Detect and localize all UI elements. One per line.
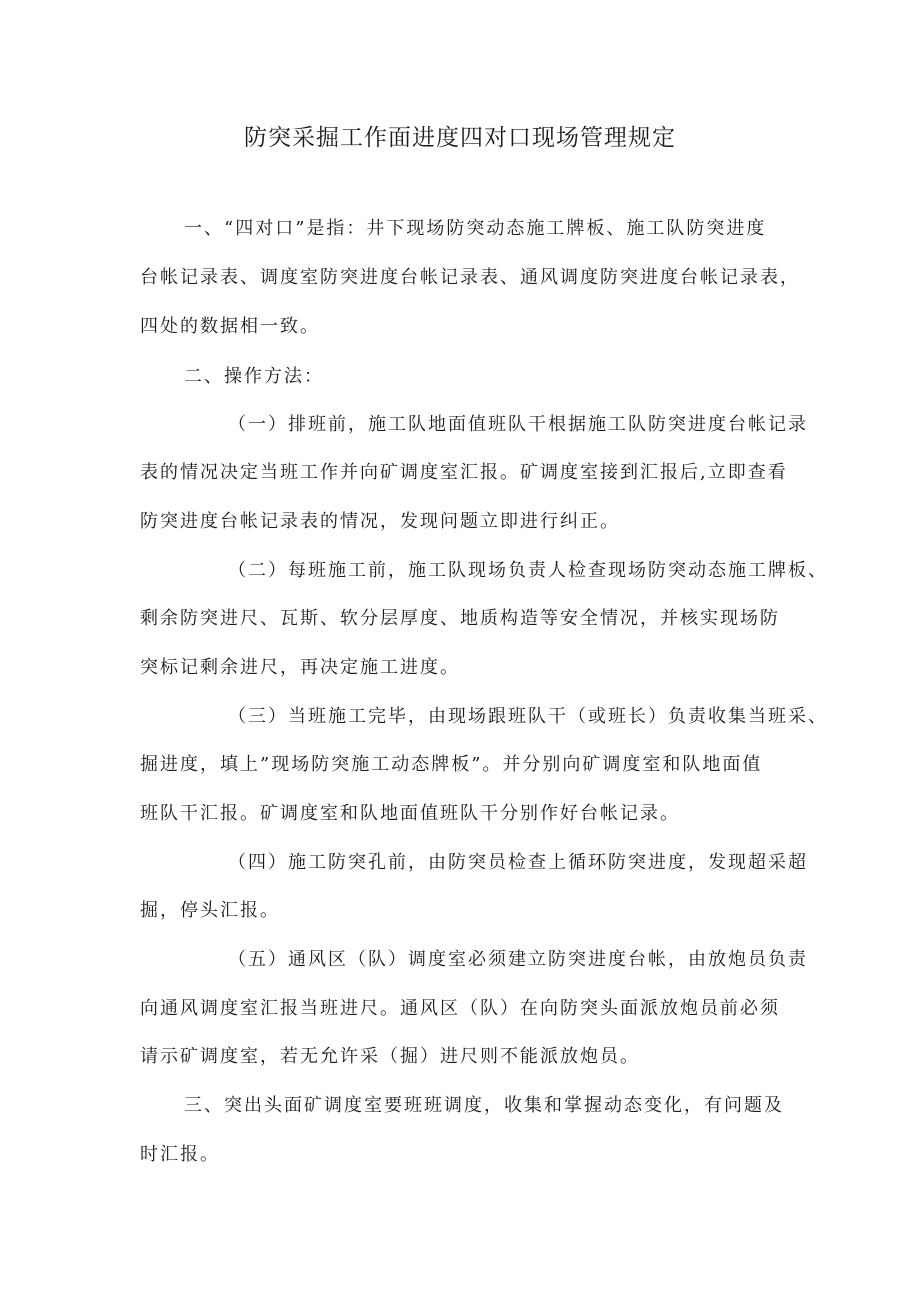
document-title: 防突采掘工作面进度四对口现场管理规定 (244, 125, 676, 151)
paragraph-7-line-2: 向通风调度室汇报当班进尺。通风区（队）在向防突头面派放炮员前必须 (140, 998, 780, 1019)
paragraph-8-line-2: 时汇报。 (140, 1144, 220, 1165)
paragraph-6-line-1: （四）施工防突孔前，由防突员检查上循环防突进度，发现超采超 (228, 852, 808, 873)
paragraph-3-line-3: 防突进度台帐记录表的情况，发现问题立即进行纠正。 (140, 511, 620, 532)
paragraph-4-line-2: 剩余防突进尺、瓦斯、软分层厚度、地质构造等安全情况，并核实现场防 (140, 608, 780, 629)
paragraph-7-line-3: 请示矿调度室，若无允许采（掘）进尺则不能派放炮员。 (140, 1046, 640, 1067)
paragraph-3-line-1: （一）排班前，施工队地面值班队干根据施工队防突进度台帐记录 (228, 414, 808, 435)
paragraph-3-line-2: 表的情况决定当班工作并向矿调度室汇报。矿调度室接到汇报后,立即查看 (140, 462, 788, 483)
paragraph-1-line-2: 台帐记录表、调度室防突进度台帐记录表、通风调度防突进度台帐记录表， (140, 267, 800, 288)
paragraph-6-line-2: 掘，停头汇报。 (140, 900, 280, 921)
paragraph-1-line-3: 四处的数据相一致。 (140, 316, 320, 337)
paragraph-7-line-1: （五）通风区（队）调度室必须建立防突进度台帐，由放炮员负责 (228, 949, 808, 970)
paragraph-8-line-1: 三、突出头面矿调度室要班班调度，收集和掌握动态变化，有问题及 (184, 1095, 784, 1116)
paragraph-5-line-3: 班队干汇报。矿调度室和队地面值班队干分别作好台帐记录。 (140, 803, 680, 824)
paragraph-2-line-1: 二、操作方法： (184, 366, 324, 387)
paragraph-5-line-1: （三）当班施工完毕，由现场跟班队干（或班长）负责收集当班采、 (228, 706, 828, 727)
paragraph-1-line-1: 一、“四对口”是指：井下现场防突动态施工牌板、施工队防突进度 (184, 218, 767, 239)
paragraph-4-line-1: （二）每班施工前，施工队现场负责人检查现场防突动态施工牌板、 (228, 560, 828, 581)
paragraph-5-line-2: 掘进度，填上”现场防突施工动态牌板”。并分别向矿调度室和队地面值 (140, 754, 763, 775)
paragraph-4-line-3: 突标记剩余进尺，再决定施工进度。 (140, 657, 460, 678)
